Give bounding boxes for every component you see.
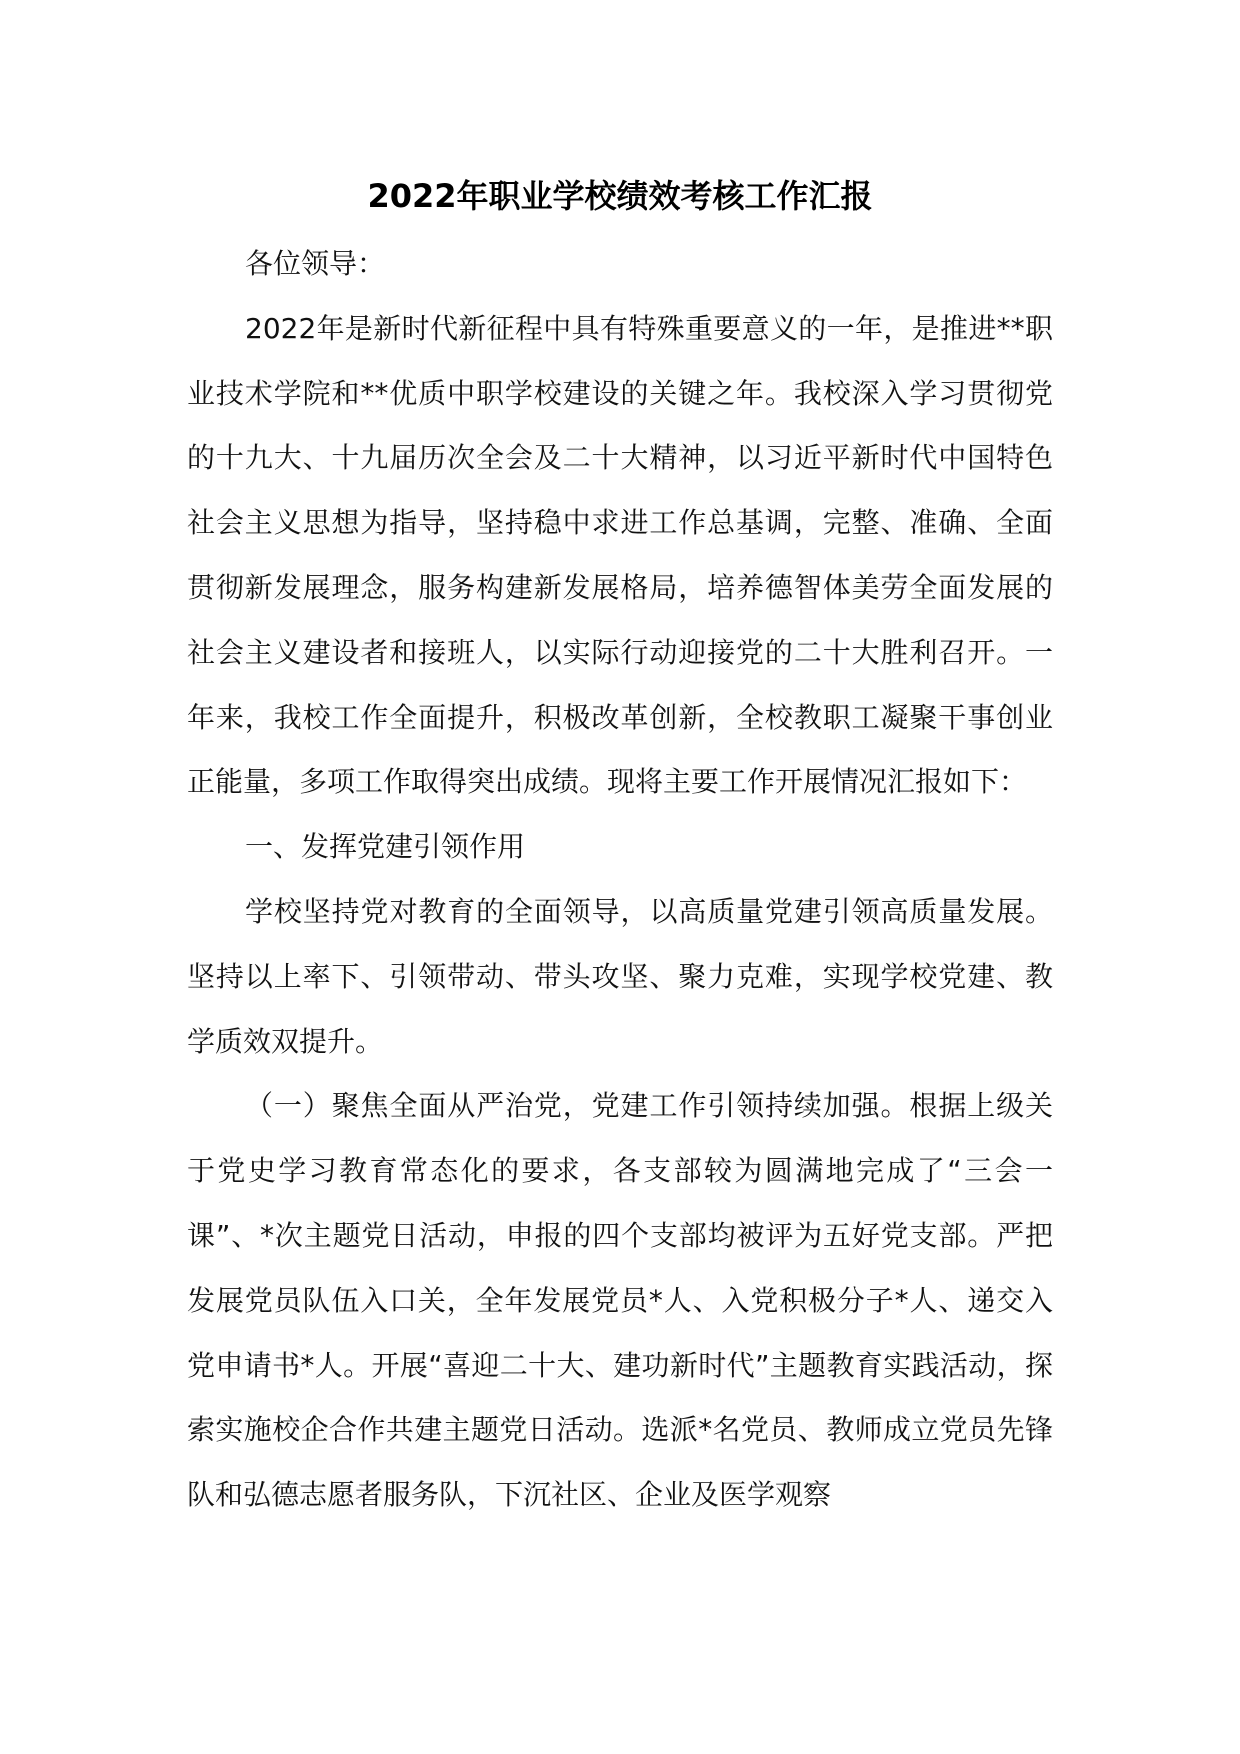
paragraph-intro: 2022年是新时代新征程中具有特殊重要意义的一年，是推进**职业技术学院和**优质中职学校建设的关键之年。我校深入学习贯彻党的十九大、十九届历次全会及二十大精神，以习近平新时代中国特色社会主义思想为指导，坚持稳中求进工作总基调，完整、准确、全面贯彻新发展理念，服务构建新发展格局，培养德智体美劳全面发展的社会主义建设者和接班人，以实际行动迎接党的二十大胜利召开。一年来，我校工作全面提升，积极改革创新，全校教职工凝聚干事创业正能量，多项工作取得突出成绩。现将主要工作开展情况汇报如下： (187, 311, 1053, 799)
paragraph-subsection-one: （一）聚焦全面从严治党，党建工作引领持续加强。根据上级关于党史学习教育常态化的要求，各支部较为圆满地完成了“三会一课”、*次主题党日活动，申报的四个支部均被评为五好党支部。严把发展党员队伍入口关，全年发展党员*人、入党积极分子*人、递交入党申请书*人。开展“喜迎二十大、建功新时代”主题教育实践活动，探索实施校企合作共建主题党日活动。选派*名党员、教师成立党员先锋队和弘德志愿者服务队，下沉社区、企业及医学观察 (187, 1089, 1053, 1512)
paragraph-section-summary: 学校坚持党对教育的全面领导，以高质量党建引领高质量发展。坚持以上率下、引领带动、带头攻坚、聚力克难，实现学校党建、教学质效双提升。 (187, 894, 1053, 1058)
salutation: 各位领导： (245, 247, 386, 280)
document-body (187, 232, 1053, 1528)
section-heading: 一、发挥党建引领作用 (245, 830, 526, 864)
document-title: 2022年职业学校绩效考核工作汇报 (367, 177, 873, 215)
